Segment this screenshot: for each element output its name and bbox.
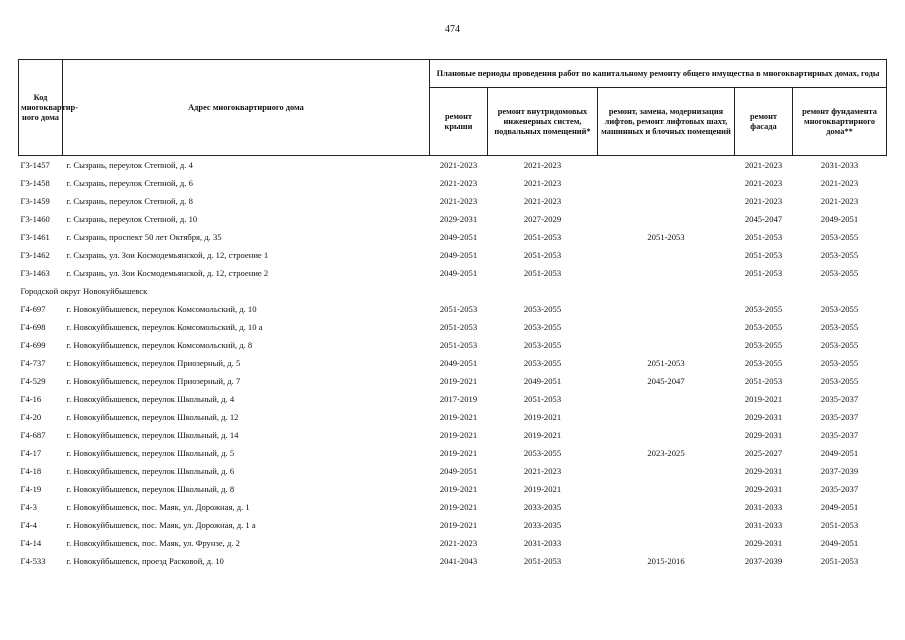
cell-utilities: 2051-2053 (523, 268, 562, 278)
cell-elevators (598, 426, 735, 444)
cell-roof: 2051-2053 (439, 322, 478, 332)
cell-code: Г3-1458 (20, 178, 50, 188)
cell-foundation: 2051-2053 (820, 520, 859, 530)
cell-elevators (598, 390, 735, 408)
cell-facade: 2053-2055 (744, 304, 783, 314)
cell-roof: 2051-2053 (439, 304, 478, 314)
table-row (19, 534, 887, 552)
cell-code: Г4-698 (20, 322, 46, 332)
cell-facade: 2029-2031 (744, 538, 783, 548)
header-utilities: ремонт внутридомовых инженерных систем, подвальных помещений* (488, 88, 598, 156)
header-roof: ремонт крыши (430, 88, 488, 156)
cell-elevators (598, 480, 735, 498)
cell-roof: 2021-2023 (439, 196, 478, 206)
cell-address: г. Новокуйбышевск, переулок Школьный, д. 12 (66, 412, 239, 422)
cell-foundation: 2049-2051 (820, 448, 859, 458)
cell-foundation: 2053-2055 (820, 322, 859, 332)
cell-code: Г3-1462 (20, 250, 50, 260)
cell-code: Г4-737 (20, 358, 46, 368)
cell-code: Г4-19 (20, 484, 42, 494)
cell-facade: 2021-2023 (744, 178, 783, 188)
cell-utilities: 2053-2055 (523, 304, 562, 314)
cell-roof: 2049-2051 (439, 250, 478, 260)
cell-address: г. Новокуйбышевск, пос. Маяк, ул. Дорожная, д. 1 а (66, 520, 256, 530)
cell-code: Г4-4 (20, 520, 37, 530)
table-row (19, 264, 887, 282)
cell-elevators: 2045-2047 (647, 376, 685, 386)
cell-utilities: 2019-2021 (523, 484, 562, 494)
cell-foundation: 2053-2055 (820, 232, 859, 242)
cell-address: г. Сызрань, ул. Зои Космодемьянской, д. 12, строение 2 (66, 268, 269, 278)
table-row (19, 390, 887, 408)
cell-utilities: 2021-2023 (488, 156, 598, 175)
cell-utilities: 2021-2023 (523, 196, 562, 206)
table-row (19, 552, 887, 570)
cell-facade: 2029-2031 (744, 430, 783, 440)
cell-code: Г4-697 (20, 304, 46, 314)
cell-code: Г4-14 (20, 538, 42, 548)
cell-code: Г4-18 (20, 466, 42, 476)
cell-elevators (598, 210, 735, 228)
cell-foundation: 2049-2051 (820, 502, 859, 512)
cell-utilities: 2019-2021 (523, 430, 562, 440)
cell-elevators (598, 246, 735, 264)
section-title: Городской округ Новокуйбышевск (20, 286, 148, 296)
cell-foundation: 2035-2037 (820, 430, 859, 440)
cell-facade: 2025-2027 (744, 448, 783, 458)
cell-foundation: 2051-2053 (820, 556, 859, 566)
cell-facade: 2051-2053 (744, 250, 783, 260)
cell-code: Г4-687 (20, 430, 46, 440)
cell-utilities: 2051-2053 (523, 232, 562, 242)
cell-address: г. Сызрань, переулок Степной, д. 4 (63, 156, 430, 175)
cell-foundation: 2049-2051 (820, 214, 859, 224)
cell-roof: 2051-2053 (439, 340, 478, 350)
table-row (19, 516, 887, 534)
cell-utilities: 2031-2033 (523, 538, 562, 548)
table-row (19, 228, 887, 246)
cell-code: Г3-1457 (19, 156, 63, 175)
cell-facade: 2031-2033 (744, 502, 783, 512)
cell-facade: 2051-2053 (744, 232, 783, 242)
table-row (19, 156, 887, 175)
table-row (19, 354, 887, 372)
table-row (19, 336, 887, 354)
table-row (19, 372, 887, 390)
cell-elevators (598, 156, 735, 175)
table-row (19, 462, 887, 480)
cell-utilities: 2053-2055 (523, 340, 562, 350)
cell-facade: 2051-2053 (744, 268, 783, 278)
cell-roof: 2021-2023 (430, 156, 488, 175)
cell-address: г. Новокуйбышевск, переулок Приозерный, д. 5 (66, 358, 241, 368)
cell-address: г. Новокуйбышевск, проезд Расковой, д. 10 (66, 556, 224, 566)
page-number: 474 (445, 24, 460, 35)
cell-utilities: 2027-2029 (523, 214, 562, 224)
cell-facade: 2037-2039 (744, 556, 783, 566)
cell-facade: 2053-2055 (744, 340, 783, 350)
table-row (19, 300, 887, 318)
cell-facade: 2029-2031 (744, 466, 783, 476)
cell-address: г. Новокуйбышевск, переулок Школьный, д. 8 (66, 484, 235, 494)
cell-roof: 2049-2051 (439, 466, 478, 476)
header-address: Адрес многоквартирного дома (63, 60, 430, 156)
cell-utilities: 2033-2035 (523, 520, 562, 530)
table-row (19, 318, 887, 336)
cell-roof: 2049-2051 (439, 268, 478, 278)
cell-facade: 2029-2031 (744, 412, 783, 422)
cell-foundation: 2053-2055 (820, 304, 859, 314)
cell-foundation: 2053-2055 (820, 340, 859, 350)
header-periods-group: Плановые периоды проведения работ по капитальному ремонту общего имущества в многоквартирных домах, годы (430, 60, 887, 88)
table-body (19, 156, 887, 571)
cell-roof: 2019-2021 (439, 502, 478, 512)
table-row (19, 480, 887, 498)
cell-elevators (598, 498, 735, 516)
cell-elevators (598, 264, 735, 282)
cell-elevators (598, 174, 735, 192)
cell-address: г. Новокуйбышевск, переулок Комсомольский, д. 10 (66, 304, 257, 314)
cell-elevators (598, 516, 735, 534)
cell-code: Г4-529 (20, 376, 46, 386)
cell-address: г. Новокуйбышевск, переулок Школьный, д. 6 (66, 466, 235, 476)
cell-foundation: 2021-2023 (820, 196, 859, 206)
table-row (19, 498, 887, 516)
cell-address: г. Новокуйбышевск, переулок Комсомольский, д. 8 (66, 340, 253, 350)
cell-utilities: 2051-2053 (523, 394, 562, 404)
cell-code: Г4-699 (20, 340, 46, 350)
cell-elevators (598, 534, 735, 552)
cell-address: г. Новокуйбышевск, пос. Маяк, ул. Фрунзе, д. 2 (66, 538, 240, 548)
cell-utilities: 2051-2053 (523, 556, 562, 566)
cell-address: г. Новокуйбышевск, переулок Комсомольский, д. 10 а (66, 322, 263, 332)
cell-utilities: 2033-2035 (523, 502, 562, 512)
cell-roof: 2019-2021 (439, 448, 478, 458)
cell-address: г. Сызрань, проспект 50 лет Октября, д. 35 (66, 232, 222, 242)
cell-roof: 2021-2023 (439, 178, 478, 188)
cell-facade: 2029-2031 (744, 484, 783, 494)
cell-foundation: 2035-2037 (820, 412, 859, 422)
cell-code: Г4-3 (20, 502, 37, 512)
cell-foundation: 2035-2037 (820, 394, 859, 404)
cell-utilities: 2053-2055 (523, 448, 562, 458)
cell-elevators (598, 192, 735, 210)
table-row (19, 426, 887, 444)
cell-elevators (598, 300, 735, 318)
cell-utilities: 2049-2051 (523, 376, 562, 386)
cell-elevators: 2023-2025 (647, 448, 685, 458)
cell-utilities: 2053-2055 (523, 322, 562, 332)
cell-foundation: 2053-2055 (820, 358, 859, 368)
cell-roof: 2019-2021 (439, 520, 478, 530)
cell-roof: 2017-2019 (439, 394, 478, 404)
cell-address: г. Новокуйбышевск, переулок Школьный, д. 5 (66, 448, 235, 458)
section-row (19, 282, 887, 300)
header-elevators: ремонт, замена, модернизация лифтов, ремонт лифтовых шахт, машинных и блочных помещений (598, 88, 735, 156)
cell-elevators (598, 462, 735, 480)
cell-roof: 2019-2021 (439, 430, 478, 440)
cell-code: Г3-1460 (20, 214, 50, 224)
table-row (19, 246, 887, 264)
cell-roof: 2049-2051 (439, 358, 478, 368)
cell-roof: 2019-2021 (439, 412, 478, 422)
cell-roof: 2019-2021 (439, 376, 478, 386)
header-facade: ремонт фасада (735, 88, 793, 156)
table-row (19, 192, 887, 210)
cell-code: Г4-533 (20, 556, 46, 566)
cell-facade: 2031-2033 (744, 520, 783, 530)
cell-utilities: 2019-2021 (523, 412, 562, 422)
cell-address: г. Новокуйбышевск, переулок Приозерный, д. 7 (66, 376, 241, 386)
cell-roof: 2021-2023 (439, 538, 478, 548)
cell-foundation: 2053-2055 (820, 250, 859, 260)
cell-roof: 2029-2031 (439, 214, 478, 224)
cell-code: Г3-1459 (20, 196, 50, 206)
cell-address: г. Новокуйбышевск, переулок Школьный, д. 4 (66, 394, 235, 404)
cell-roof: 2041-2043 (439, 556, 478, 566)
cell-facade: 2021-2023 (735, 156, 793, 175)
cell-elevators: 2015-2016 (647, 556, 685, 566)
cell-elevators: 2051-2053 (647, 358, 685, 368)
cell-utilities: 2021-2023 (523, 178, 562, 188)
cell-roof: 2049-2051 (439, 232, 478, 242)
cell-code: Г3-1463 (20, 268, 50, 278)
cell-address: г. Сызрань, ул. Зои Космодемьянской, д. 12, строение 1 (66, 250, 269, 260)
table-row (19, 174, 887, 192)
cell-code: Г4-16 (20, 394, 42, 404)
cell-elevators: 2051-2053 (647, 232, 685, 242)
table-row (19, 210, 887, 228)
cell-code: Г3-1461 (20, 232, 50, 242)
cell-foundation: 2035-2037 (820, 484, 859, 494)
cell-foundation: 2053-2055 (820, 268, 859, 278)
cell-address: г. Сызрань, переулок Степной, д. 10 (66, 214, 198, 224)
cell-facade: 2019-2021 (744, 394, 783, 404)
table-row (19, 408, 887, 426)
cell-address: г. Сызрань, переулок Степной, д. 8 (66, 196, 193, 206)
cell-foundation: 2037-2039 (820, 466, 859, 476)
cell-address: г. Новокуйбышевск, пос. Маяк, ул. Дорожная, д. 1 (66, 502, 250, 512)
cell-code: Г4-20 (20, 412, 42, 422)
cell-facade: 2021-2023 (744, 196, 783, 206)
cell-utilities: 2053-2055 (523, 358, 562, 368)
cell-facade: 2053-2055 (744, 322, 783, 332)
cell-foundation: 2053-2055 (820, 376, 859, 386)
cell-facade: 2051-2053 (744, 376, 783, 386)
header-foundation: ремонт фундамента многоквартирного дома** (793, 88, 887, 156)
cell-foundation: 2049-2051 (820, 538, 859, 548)
cell-elevators (598, 336, 735, 354)
cell-utilities: 2051-2053 (523, 250, 562, 260)
capital-repair-table (18, 59, 887, 570)
header-code: Код многоквартирного дома (19, 60, 63, 156)
cell-foundation: 2031-2033 (793, 156, 887, 175)
cell-facade: 2053-2055 (744, 358, 783, 368)
cell-code: Г4-17 (20, 448, 42, 458)
cell-elevators (598, 318, 735, 336)
table-header (19, 60, 887, 156)
cell-elevators (598, 408, 735, 426)
cell-roof: 2019-2021 (439, 484, 478, 494)
cell-facade: 2045-2047 (744, 214, 783, 224)
cell-utilities: 2021-2023 (523, 466, 562, 476)
cell-address: г. Новокуйбышевск, переулок Школьный, д. 14 (66, 430, 239, 440)
cell-address: г. Сызрань, переулок Степной, д. 6 (66, 178, 193, 188)
table-row (19, 444, 887, 462)
cell-foundation: 2021-2023 (820, 178, 859, 188)
